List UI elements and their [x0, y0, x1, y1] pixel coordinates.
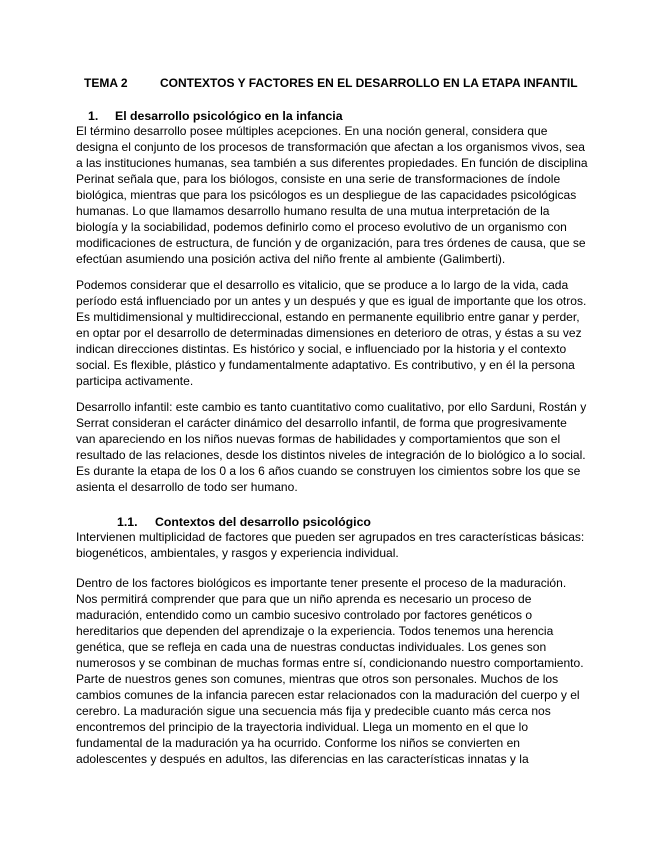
- paragraph-line: cambios comunes de la infancia parecen estar relacionados con la maduración del cuerpo y el: [76, 688, 580, 702]
- paragraph-line: El término desarrollo posee múltiples acepciones. En una noción general, considera que: [76, 124, 548, 138]
- paragraph-line: fundamental de la maduración ya ha ocurrido. Conforme los niños se convierten en: [76, 736, 520, 750]
- paragraph-line: genética, que se refleja en cada una de nuestras conductas individuales. Los genes son: [76, 640, 547, 654]
- section-title: El desarrollo psicológico en la infancia: [115, 109, 343, 123]
- paragraph-line: hereditarios que dependen del aprendizaje o la experiencia. Todos tenemos una herencia: [76, 624, 554, 638]
- paragraph-line: numerosos y se combinan de muchas formas entre sí, condicionando nuestro comportamiento.: [76, 656, 584, 670]
- paragraph-line: Es multidimensional y multidireccional, estando en permanente equilibrio entre ganar y perder,: [76, 310, 580, 324]
- paragraph-line: biológica, mientras que para los psicólogos es un despliegue de las capacidades psicológicas: [76, 188, 577, 202]
- paragraph-line: asienta el desarrollo de todo ser humano.: [76, 480, 298, 494]
- paragraph-line: Serrat consideran el carácter dinámico del desarrollo infantil, de forma que progresivamente: [76, 416, 567, 430]
- subsection-heading: [117, 514, 371, 530]
- paragraph-line: Es durante la etapa de los 0 a los 6 años cuando se construyen los cimientos sobre los que se: [76, 464, 581, 478]
- paragraph-line: indican direcciones distintas. Es histórico y social, e influenciado por la historia y el contexto: [76, 342, 567, 356]
- document-title: [84, 75, 624, 91]
- paragraph-line: Perinat señala que, para los biólogos, consiste en una serie de transformaciones de índole: [76, 172, 561, 186]
- paragraph: [76, 575, 584, 767]
- paragraph-line: humanas. Lo que llamamos desarrollo humano resulta de una mutua interpretación de la: [76, 204, 550, 218]
- paragraph-line: biogenéticos, ambientales, y rasgos y experiencia individual.: [76, 546, 399, 560]
- paragraph-line: Intervienen multiplicidad de factores que pueden ser agrupados en tres características básicas:: [76, 530, 585, 544]
- paragraph-line: a las instituciones humanas, sea también a sus diferentes propiedades. En función de disciplina: [76, 156, 588, 170]
- paragraph: [76, 277, 587, 389]
- paragraph-line: participa activamente.: [76, 374, 194, 388]
- paragraph-line: social. Es flexible, plástico y fundamentalmente adaptativo. Es contributivo, y en él la persona: [76, 358, 575, 372]
- paragraph-line: Parte de nuestros genes son comunes, mientras que otros son personales. Muchos de los: [76, 672, 559, 686]
- section-number: 1.: [88, 109, 99, 123]
- paragraph-line: cerebro. La maduración sigue una secuencia más fija y predecible cuanto más cerca nos: [76, 704, 551, 718]
- paragraph-line: Podemos considerar que el desarrollo es vitalicio, que se produce a lo largo de la vida, cada: [76, 278, 569, 292]
- paragraph-line: modificaciones de estructura, de función y de organización, para tres órdenes de causa, que se: [76, 236, 586, 250]
- paragraph-line: resultado de las relaciones, desde los distintos niveles de integración de lo biológico a lo social.: [76, 448, 586, 462]
- paragraph-line: encontremos del principio de la trayectoria individual. Llega un momento en el que lo: [76, 720, 529, 734]
- subsection-number: 1.1.: [117, 515, 138, 529]
- section-heading: [88, 108, 343, 124]
- tema-title: CONTEXTOS Y FACTORES EN EL DESARROLLO EN LA ETAPA INFANTIL: [160, 76, 578, 90]
- tema-label: TEMA 2: [84, 76, 128, 90]
- subsection-title: Contextos del desarrollo psicológico: [155, 515, 371, 529]
- paragraph-line: biología y la sociabilidad, podemos definirlo como el proceso evolutivo de un organismo con: [76, 220, 567, 234]
- paragraph-line: Desarrollo infantil: este cambio es tanto cuantitativo como cualitativo, por ello Sarduni, Rostán y: [76, 400, 587, 414]
- paragraph-line: adolescentes y después en adultos, las diferencias en las características innatas y la: [76, 752, 529, 766]
- paragraph: [76, 529, 585, 561]
- paragraph-line: período está influenciado por un antes y un después y que es igual de importante que los otros.: [76, 294, 587, 308]
- paragraph-line: Dentro de los factores biológicos es importante tener presente el proceso de la maduración.: [76, 576, 567, 590]
- paragraph: [76, 399, 587, 495]
- paragraph: [76, 123, 588, 267]
- paragraph-line: en optar por el desarrollo de determinadas dimensiones en deterioro de otras, y éstas a su vez: [76, 326, 582, 340]
- paragraph-line: van apareciendo en los niños nuevas formas de habilidades y comportamientos que son el: [76, 432, 561, 446]
- paragraph-line: efectúan asumiendo una posición activa del niño frente al ambiente (Galimberti).: [76, 252, 506, 266]
- paragraph-line: maduración, entendido como un cambio sucesivo controlado por factores genéticos o: [76, 608, 533, 622]
- paragraph-line: Nos permitirá comprender que para que un niño aprenda es necesario un proceso de: [76, 592, 532, 606]
- paragraph-line: designa el conjunto de los procesos de transformación que afectan a los organismos vivos, sea: [76, 140, 585, 154]
